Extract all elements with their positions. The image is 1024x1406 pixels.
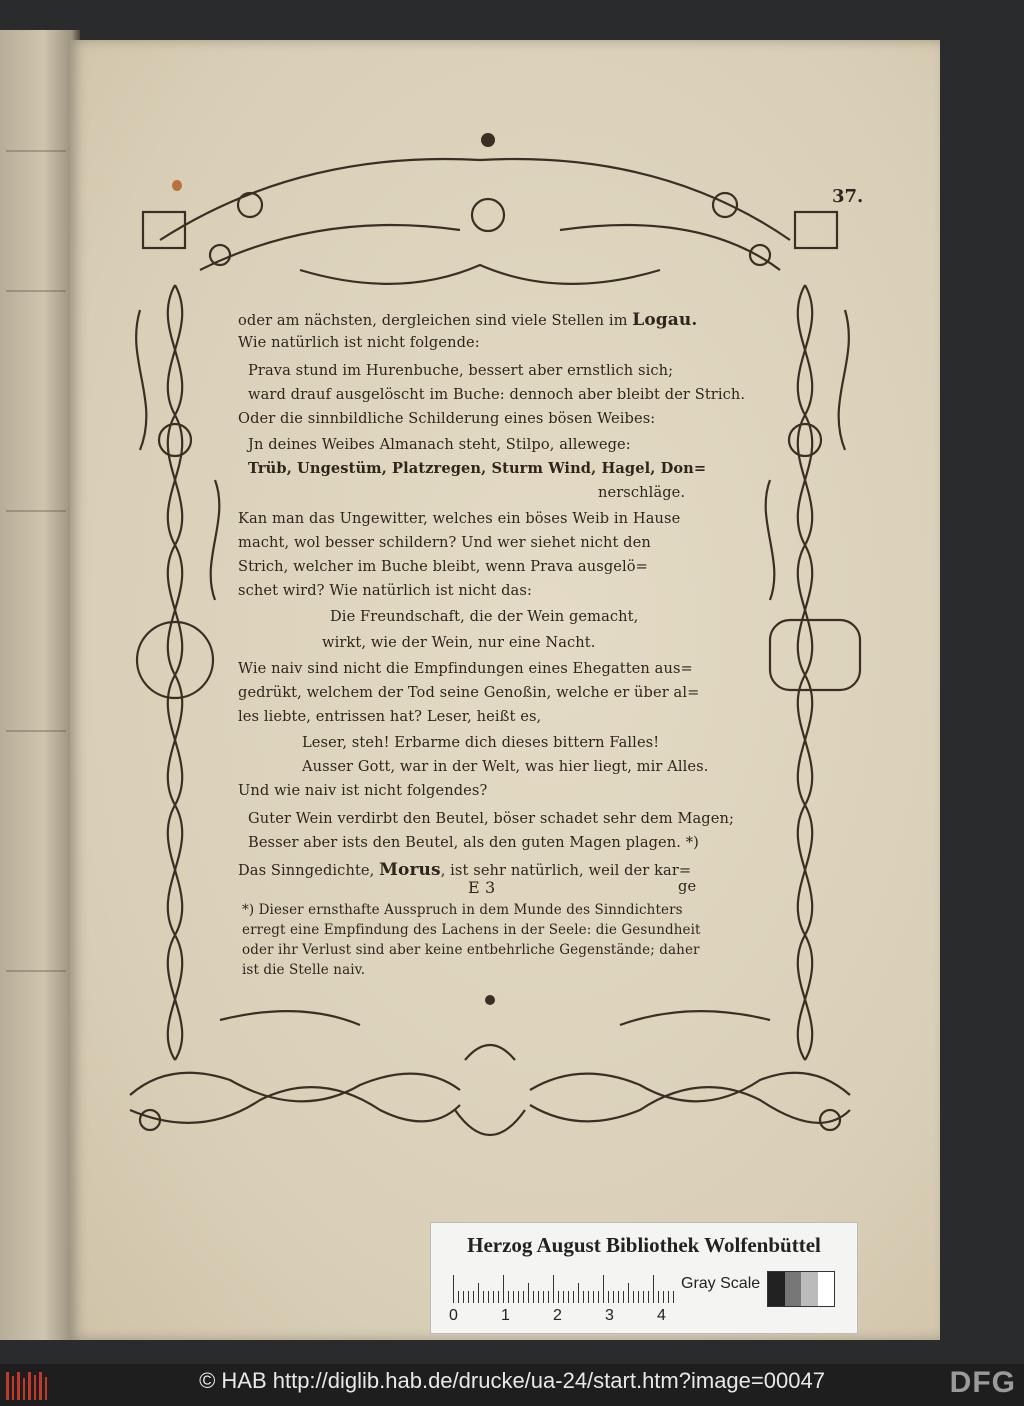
- ruler-tick: [608, 1291, 609, 1303]
- ruler-tick: [533, 1291, 534, 1303]
- ruler-tick: [488, 1291, 489, 1303]
- ruler-tick: [498, 1291, 499, 1303]
- text-line-20: Und wie naiv ist nicht folgendes?: [238, 782, 488, 799]
- footnote-line-3: oder ihr Verlust sind aber keine entbehrliche Gegenstände; daher: [242, 942, 700, 958]
- ruler-tick: [598, 1291, 599, 1303]
- footnote-line-4: ist die Stelle naiv.: [242, 962, 366, 978]
- ruler-tick: [518, 1291, 519, 1303]
- ruler-tick: [623, 1291, 624, 1303]
- ruler-tick: [578, 1283, 579, 1303]
- ruler-tick: [523, 1291, 524, 1303]
- ruler-tick: [553, 1275, 554, 1303]
- facing-page-edge: [0, 30, 80, 1340]
- ruler-tick: [473, 1291, 474, 1303]
- ruler-tick: [658, 1291, 659, 1303]
- text-line-7: Trüb, Ungestüm, Platzregen, Sturm Wind, Hagel, Don=: [248, 460, 707, 477]
- library-name: Herzog August Bibliothek Wolfenbüttel: [467, 1233, 821, 1257]
- text-line-19: Ausser Gott, war in der Welt, was hier liegt, mir Alles.: [302, 758, 709, 775]
- ruler-tick: [673, 1291, 674, 1303]
- ruler-tick: [558, 1291, 559, 1303]
- ruler-tick: [618, 1291, 619, 1303]
- ruler-tick: [603, 1275, 604, 1303]
- text-line-2: Wie natürlich ist nicht folgende:: [238, 334, 480, 351]
- ruler-tick: [463, 1291, 464, 1303]
- ruler-tick: [648, 1291, 649, 1303]
- ruler-tick: [568, 1291, 569, 1303]
- text-line-15: Wie naiv sind nicht die Empfindungen eines Ehegatten aus=: [238, 660, 693, 677]
- ruler-number-3: 3: [605, 1307, 614, 1324]
- text-line-13: Die Freundschaft, die der Wein gemacht,: [330, 608, 639, 625]
- ruler-tick: [653, 1275, 654, 1303]
- catchword: ge: [678, 878, 697, 895]
- ruler-tick: [538, 1291, 539, 1303]
- page-number: 37.: [832, 186, 864, 207]
- footnote-line-2: erregt eine Empfindung des Lachens in der Seele: die Gesundheit: [242, 922, 701, 938]
- ruler-tick: [668, 1291, 669, 1303]
- ruler-number-4: 4: [657, 1307, 666, 1324]
- ruler-tick: [478, 1283, 479, 1303]
- text-line-5: Oder die sinnbildliche Schilderung eines bösen Weibes:: [238, 410, 656, 427]
- text-line-4: ward drauf ausgelöscht im Buche: dennoch aber bleibt der Strich.: [248, 386, 746, 403]
- ruler-tick: [483, 1291, 484, 1303]
- text-line-23: Das Sinngedichte, Morus, ist sehr natürlich, weil der kar=: [238, 860, 692, 880]
- ruler-tick: [453, 1275, 454, 1303]
- ruler-tick: [613, 1291, 614, 1303]
- ruler-number-0: 0: [449, 1307, 458, 1324]
- ruler-tick: [543, 1291, 544, 1303]
- text-line-18: Leser, steh! Erbarme dich dieses bittern Falles!: [302, 734, 660, 751]
- dfg-logo: DFG: [949, 1366, 1016, 1399]
- ruler-tick: [528, 1283, 529, 1303]
- ruler-tick: [588, 1291, 589, 1303]
- text-line-11: Strich, welcher im Buche bleibt, wenn Prava ausgelö=: [238, 558, 648, 575]
- ruler-tick: [633, 1291, 634, 1303]
- ruler-tick: [548, 1291, 549, 1303]
- text-line-16: gedrükt, welchem der Tod seine Genoßin, welche er über al=: [238, 684, 700, 701]
- ruler-tick: [468, 1291, 469, 1303]
- copyright-url: © HAB http://diglib.hab.de/drucke/ua-24/start.htm?image=00047: [199, 1368, 825, 1393]
- text-line-1: oder am nächsten, dergleichen sind viele Stellen im Logau.: [238, 310, 698, 330]
- text-line-21: Guter Wein verdirbt den Beutel, böser schadet sehr dem Magen;: [248, 810, 734, 827]
- ruler-tick: [503, 1275, 504, 1303]
- ruler-tick: [573, 1291, 574, 1303]
- ruler-tick: [593, 1291, 594, 1303]
- gray-scale-label: Gray Scale: [681, 1275, 761, 1292]
- text-line-14: wirkt, wie der Wein, nur eine Nacht.: [322, 634, 596, 651]
- ruler-tick: [583, 1291, 584, 1303]
- footnote-line-1: *) Dieser ernsthafte Ausspruch in dem Munde des Sinndichters: [242, 902, 683, 918]
- ruler-tick: [638, 1291, 639, 1303]
- ruler-number-1: 1: [501, 1307, 510, 1324]
- library-color-scale-label: [430, 1222, 858, 1334]
- text-line-17: les liebte, entrissen hat? Leser, heißt es,: [238, 708, 542, 725]
- text-line-22: Besser aber ists den Beutel, als den guten Magen plagen. *): [248, 834, 699, 851]
- text-line-8: nerschläge.: [598, 484, 686, 501]
- ruler-tick: [493, 1291, 494, 1303]
- text-line-12: schet wird? Wie natürlich ist nicht das:: [238, 582, 532, 599]
- ruler-tick: [458, 1291, 459, 1303]
- text-line-3: Prava stund im Hurenbuche, bessert aber ernstlich sich;: [248, 362, 674, 379]
- ruler-tick: [628, 1283, 629, 1303]
- signature-mark: E 3: [468, 878, 496, 897]
- ruler-tick: [563, 1291, 564, 1303]
- gray-scale-swatch: [767, 1271, 835, 1307]
- ruler-tick: [508, 1291, 509, 1303]
- foxing-stain: [172, 180, 182, 191]
- text-line-10: macht, wol besser schildern? Und wer siehet nicht den: [238, 534, 651, 551]
- footer-bar: [0, 1364, 1024, 1406]
- ruler-tick: [643, 1291, 644, 1303]
- ruler-number-2: 2: [553, 1307, 562, 1324]
- ruler-tick: [513, 1291, 514, 1303]
- text-line-6: Jn deines Weibes Almanach steht, Stilpo, allewege:: [248, 436, 631, 453]
- measurement-ruler: [453, 1275, 673, 1303]
- text-line-9: Kan man das Ungewitter, welches ein böses Weib in Hause: [238, 510, 681, 527]
- ruler-tick: [663, 1291, 664, 1303]
